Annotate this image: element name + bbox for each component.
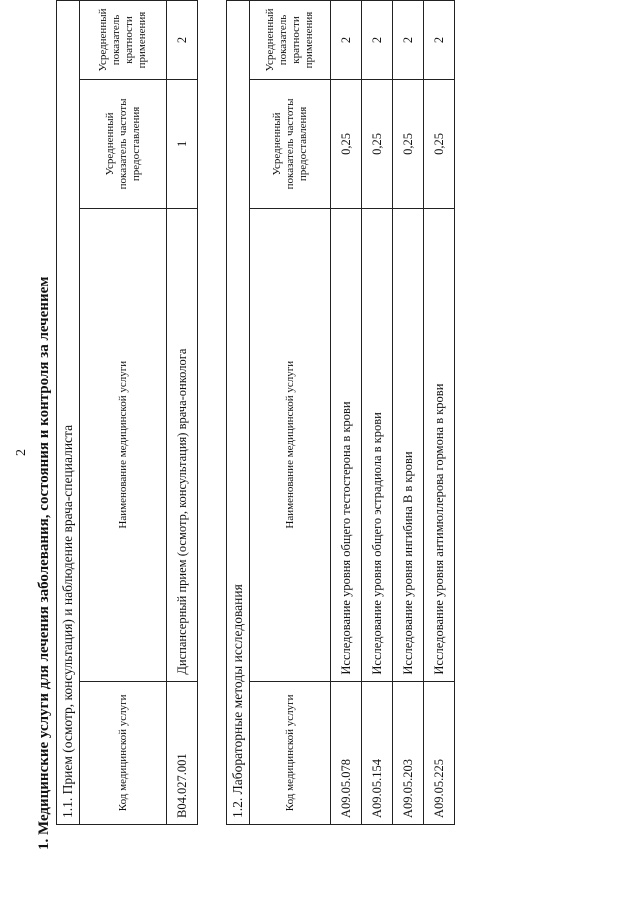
service-name: Диспансерный прием (осмотр, консультация) врача-онколога (167, 208, 198, 681)
header-code: Код медицинской услуги (250, 681, 331, 824)
service-frequency: 0,25 (424, 80, 455, 209)
service-name: Исследование уровня антимюллерова гормона в крови (424, 208, 455, 681)
header-code: Код медицинской услуги (80, 681, 167, 824)
service-code: A09.05.225 (424, 681, 455, 824)
table-row (393, 1, 424, 825)
header-name: Наименование медицинской услуги (250, 208, 331, 681)
service-code: A09.05.203 (393, 681, 424, 824)
table-row (424, 1, 455, 825)
service-multiplicity: 2 (331, 1, 362, 80)
table-lab-tests (226, 0, 455, 825)
service-name: Исследование уровня ингибина В в крови (393, 208, 424, 681)
header-multiplicity: Усредненный показатель кратности применения (250, 1, 331, 80)
service-multiplicity: 2 (362, 1, 393, 80)
service-code: A09.05.154 (362, 681, 393, 824)
service-code: A09.05.078 (331, 681, 362, 824)
service-multiplicity: 2 (424, 1, 455, 80)
table-row (167, 1, 198, 825)
header-frequency: Усредненный показатель частоты предоставления (80, 80, 167, 209)
section-title: 1. Медицинские услуги для лечения заболевания, состояния и контроля за лечением (36, 276, 52, 850)
service-name: Исследование уровня общего эстрадиола в крови (362, 208, 393, 681)
service-multiplicity: 2 (393, 1, 424, 80)
service-frequency: 0,25 (362, 80, 393, 209)
service-frequency: 0,25 (393, 80, 424, 209)
page-number: 2 (14, 449, 29, 456)
table-row (331, 1, 362, 825)
table-row (362, 1, 393, 825)
table-caption: 1.1. Прием (осмотр, консультация) и наблюдение врача-специалиста (57, 1, 80, 825)
service-code: B04.027.001 (167, 681, 198, 824)
header-multiplicity: Усредненный показатель кратности применения (80, 1, 167, 80)
service-frequency: 1 (167, 80, 198, 209)
service-name: Исследование уровня общего тестостерона в крови (331, 208, 362, 681)
service-frequency: 0,25 (331, 80, 362, 209)
table-caption: 1.2. Лабораторные методы исследования (227, 1, 250, 825)
service-multiplicity: 2 (167, 1, 198, 80)
header-name: Наименование медицинской услуги (80, 208, 167, 681)
table-consultations (56, 0, 198, 825)
header-frequency: Усредненный показатель частоты предоставления (250, 80, 331, 209)
